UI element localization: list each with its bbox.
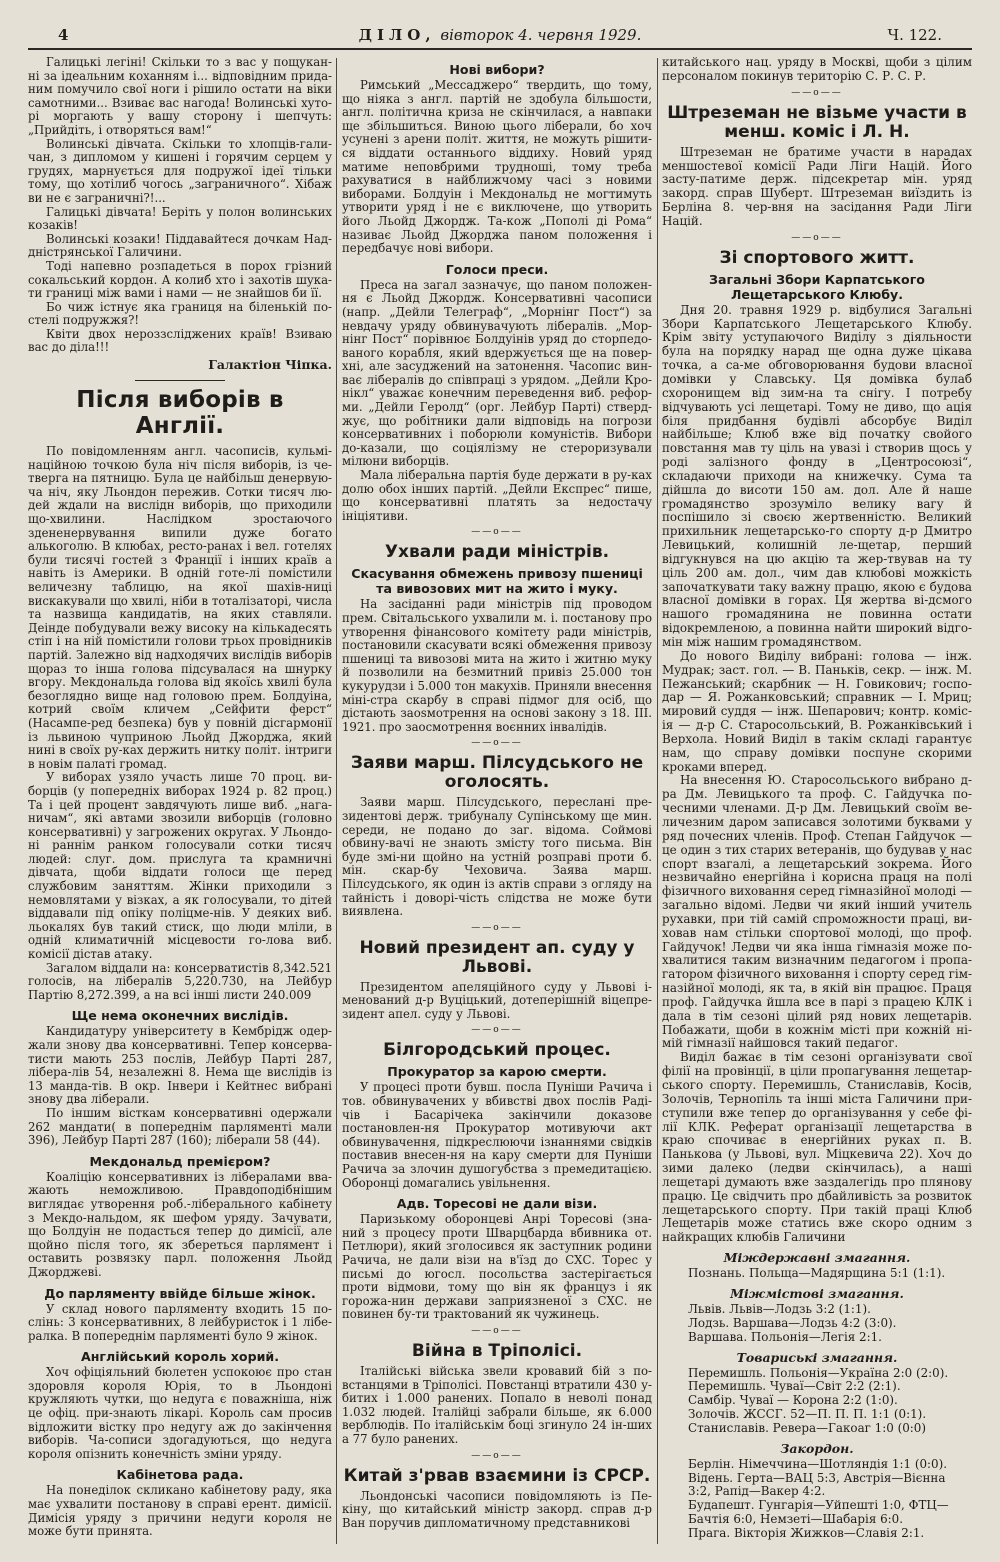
results-heading: Закордон.	[780, 1440, 854, 1456]
sport-results	[662, 1250, 972, 1541]
result-line: Станиславів. Ревера—Гакоаг 1:0 (0:0)	[688, 1420, 927, 1435]
paragraph: Заяви марш. Пілсудського, переслані пре-зидентові держ. трибуналу Супінському ще мин. середи, не подано до заг. відома. Соймові обвину-вачі не знають змісту того письма. Він буде змі-ни щойно на устній розправі проти б. мін. скар-бу Чеховича. Заява марш. Пілсудського, як один із актів справи з огляду на тайність і доворі-чість слідства не може бути виявлена.	[342, 795, 652, 919]
result-line: Прага. Вікторія Жижков—Славія 2:1.	[688, 1525, 925, 1540]
paragraph: Тоді напевно розпадеться в порох грізний сокальський кордон. А колиб хто і захотів шука-ти границі між вами і нами — не знайшов би її.	[28, 258, 332, 301]
headline: Війна в Тріполісі.	[411, 1340, 583, 1361]
separator-ornament: ——o——	[791, 232, 843, 243]
subheading: Англійський король хорий.	[80, 1349, 280, 1365]
paragraph: У склад нового парляменту входить 15 по-слінь: 3 консервативних, 8 лейбуристок і 1 лібе-ралка. В попереднім парляменті було 9 жінок.	[28, 1301, 332, 1343]
column-1	[28, 56, 332, 1546]
subheading: Нові вибори?	[449, 62, 545, 77]
column-3	[662, 56, 972, 1546]
article-body	[28, 1171, 332, 1280]
subheading: Загальні Збори Карпатського Лещетарського Клюбу.	[709, 271, 925, 302]
issue-number: Ч. 122.	[887, 26, 942, 44]
separator-ornament: ——o——	[471, 738, 523, 749]
newspaper-title: ДІЛО,	[358, 26, 436, 44]
paragraph: Римський „Мессаджеро“ твердить, що тому, що ніяка з англ. партій не здобула більшости, англ. політична криза не скінчилася, а навпаки ще збільшиться. Виною цього ліберали, бо хоч усунені з арени політ. життя, не можуть рішити-ся віддати останнього віддиху. Новий уряд матиме неповбрими трудноші, тому треба рахуватися в найближчому часі з новими виборами. Болдуін і Мекдональд не могтимуть утворити уряд і не є виключене, що утворить його Льойд Джордж. Та-кож „Пополі ді Рома“ називає Льойд Джорджа паном положення і передбачує нові вибори.	[342, 78, 652, 256]
subheading: Голоси преси.	[445, 261, 549, 277]
paragraph: китайського нац. уряду в Москві, щоби з цілим персоналом покинув територію С. Р. С. Р.	[662, 56, 972, 83]
paragraph: На понеділок скликано кабінетову раду, яка має ухвалити постанову в справі ерент. димісії. Димісія уряду з причини недуги короля не може бути принята.	[28, 1483, 332, 1539]
paragraph: Мала ліберальна партія буде держати в ру-ках долю обох інших партій. „Дейли Експрес“ пише, що консервативні платять за недостачу ініціятиви.	[342, 468, 652, 523]
subheading: Скасування обмежень привозу пшениці та вивозових мит на жито і муку.	[351, 566, 643, 597]
headline: Ухвали ради міністрів.	[384, 542, 610, 563]
headline: Новий президент ап. суду у Львові.	[359, 937, 635, 977]
result-line: Самбір. Чуваї — Корона 2:2 (1:0).	[688, 1393, 898, 1408]
paragraph: Хоч офіціяльний бюлетен успокоює про стан здоровля короля Юрія, то в Льондоні кружляють чутки, що недуга є поважніша, ніж це офіц. при-знають лікарі. Король сам просив відложити вістку про недугу аж до закінчення виборів. Ча-сописи здогадуються, що недуга короля опізнить конечність зміни уряду.	[28, 1365, 332, 1461]
issue-date: вівторок 4. червня 1929.	[440, 26, 642, 44]
result-line: Перемишль. Чуваї—Світ 2:2 (2:1).	[688, 1379, 901, 1394]
separator-ornament: ——o——	[471, 1025, 523, 1036]
headline: Білгородський процес.	[383, 1040, 611, 1061]
result-line: Відень. Герта—ВАЦ 5:3, Австрія—Вієнна 3:2, Рапід—Вакер 4:2.	[688, 1470, 946, 1499]
paragraph: Льондонські часописи повідомляють із Пе-кіну, що китайський міністр закорд. справ д-р Ван поручив дипломатичному представникові	[342, 1488, 652, 1530]
column-rule	[657, 58, 658, 1544]
paragraph: Волинські козаки! Піддавайтеся дочкам Над-дністрянської Галичини.	[28, 231, 332, 260]
paragraph: На засіданні ради міністрів під проводом прем. Світальського ухвалили м. і. постанову про утворення фінансового комітету ради міністрів, постановили скасувати всякі обмеження привозу пшениці та вивозові мита на жито і житню муку й позволили на безмитний привіз 25.000 тон кукурудзи і 5.000 тон макухів. Приняли внесення міні-стра скарбу в справі підмог для осіб, що дістають зaosмотрення на основі закону з 18. ІІІ. 1921. про заосмотрення воєнних інвалідів.	[342, 597, 652, 734]
separator-ornament: ——o——	[471, 1450, 523, 1461]
result-line: Будапешт. Гунгарія—Уйпешті 1:0, ФТЦ—Бачтія 6:0, Немзеті—Шабарія 6:0.	[688, 1498, 949, 1527]
masthead-center	[28, 26, 972, 44]
subheading: Ще нема оконечних вислідів.	[71, 1008, 289, 1024]
paragraph: Галицькі дівчата! Беріть у полон волинських козаків!	[28, 204, 332, 233]
article-body	[342, 79, 652, 256]
results-heading: Міждержавні змагання.	[723, 1250, 911, 1266]
paragraph: Галицькі легіні! Скільки то з вас у пощукан-ні за ідеальним коханням і... відповідним прида-ним помучило свої ноги і рішило остати на віки самотними... Взиває вас нагода! Волинські хуто-рі моргають у вашу сторону і шепчуть: „Прийдіть, і отворяться вам!“	[28, 56, 332, 137]
paragraph: Коаліцію консервативних із лібералами вва-жають неможливою. Правдоподібнішим виглядає утворення роб.-ліберального кабінету з Мекдо-нальдом, як шефом уряду. Зачувати, що Болдуін не подасться тепер до димісії, але щойно після того, як збереться парлямент і оставить розвязку парл. положення Льойд Джорджеві.	[28, 1169, 332, 1279]
paragraph: У виборах узяло участь лише 70 проц. ви-борців (у попередніх виборах 1924 р. 82 проц.) Та і цей процент завдячують лише виб. „нага-ничам“, які автами звозили виборців (головно консервативні) у загрожених округах. У Льондо-ні раннім ранком голосували сотки тисяч людей: слуг. дом. прислуга та крамничні дівчата, щоби віддати голоси ще перед службовим заняттям. Жінки приходили з немовлятами у візках, а як голосували, то дітей віддавали під опіку поліцме-нів. У деяких виб. льокалях був такий стиск, що люди мліли, в одній климатичній місцевости го-лова виб. комісії дістав атаку.	[28, 770, 332, 962]
paragraph: По іншим вісткам консервативні одержали 262 мандати( в попереднім парляменті мали 396), Лейбур Парті 287 (160); ліберали 58 (44).	[28, 1105, 332, 1148]
paragraph: Кандидатуру університету в Кембрідж одер-жали знову два консервативні. Тепер консерва-тисти мають 253 послів, Лейбур Парті 287, лібера-лів 54, незалежні 8. Нема ще вислідів із 13 манда-тів. В окр. Інвери і Кейтнес вибрані знову два ліберали.	[28, 1024, 332, 1107]
paragraph: Бо чиж істнує яка границя на біленькій по-стелі подружжя?!	[28, 299, 332, 328]
subheading: До парляменту ввійде більше жінок.	[44, 1285, 316, 1301]
paragraph: Президентом апеляційного суду у Львові і-менований д-р Вуціцький, дотеперішній віцепре-зидент апел. суду у Львові.	[342, 979, 652, 1021]
article-body	[342, 1490, 652, 1531]
headline: Зі спортового житт.	[719, 247, 915, 268]
article-body	[342, 981, 652, 1022]
paragraph: У процесі проти бувш. посла Пуніши Рачича і тов. обвинувачених у вбивстві двох послів Раді-чів і Басарічека закінчили доказове постановлен-ня Прокуратор мотивуючи акт обвинувачення, підкреслюючи ізнаннями свідків поставив внесен-ня на кару смерти для Пуніши Рачича за злочин душогубства з премедитацією. Оборонці домагались увільнення.	[342, 1080, 652, 1190]
results-heading: Товариські змагання.	[736, 1349, 898, 1365]
paragraph: Волинські дівчата. Скільки то хлопців-гали-чан, з дипломом у кишені і горячим серцем у грудях, марнується для подружої ідеї тільки тому, що хотілиб чогось „заграничного“. Хібаж ви не є заграничні?!...	[28, 136, 332, 205]
separator-ornament: ——o——	[471, 922, 523, 933]
paragraph: На внесення Ю. Старосольського вибрано д-ра Дм. Левицького та проф. С. Гайдучка по-чесними членами. Д-р Дм. Левицький своїм ве-личезним даром записався золотими буквами у ряд почесних членів. Проф. Степан Гайдучок — це один з тих старих ветеранів, що будував у нас спорт взагалі, а лещетарський зокрема. Його незвичайно енергійна і корисна праця на полі фізичного виховання серед гімназійної молоді — загально відомі. Ледви чи який інший учитель рухавки, при тій самій спроможности праці, ви-ховав нам стільки спортової молоді, що проф. Гайдучок! Ледви чи яка інша гімназія може по-хвалитися таким визначним педагогом і пропа-гатором фізичного виховання і спорту серед гім-назійної молоді, як та, в якій він працює. Праця проф. Гайдучка йшла все в парі з працею КЛК і дала в тім сезоні цілий ряд нових лещетарів. Побажати, щоби в кожнім місті при кожній ні-мій гімназії найшовся такий педагог.	[662, 773, 972, 1051]
paragraph: Преса на загал зазначує, що паном положен-ня є Льойд Джордж. Консервативні часописи (напр. „Дейли Телеграф“, „Морнінг Пост“) за невдачу уряду обвинувачують лібералів. „Мор-нінг Пост“ порівнює Болдуінів уряд до сторпедо-ваного корабля, який вдержується ще на повер-хні, але засуджений на затонення. Часопис вин-ває лібералів до співпраці з урядом. „Дейли Кро-нікл“ уважає конечним переведення виб. рефор-ми. „Дейли Геролд“ (орг. Лейбур Парті) стверд-жує, що робітники дали відповідь на погрози консервативних і поборюли комуністів. Вибори до-казали, що соціялізму не стероризували мілюни виборців.	[342, 277, 652, 469]
article-body	[28, 1484, 332, 1538]
article-body	[342, 796, 652, 918]
paragraph: До нового Виділу вибрані: голова — інж. Мудрак; заст. гол. — В. Паньків, секр. — інж. М. Пежанський; скарбник — Н. Говикович; госпо-дар — Я. Рожанковський; справник — І. Мриц; мировий суддя — інж. Шепарович; контр. коміс-ія — д-р С. Старосольський, В. Рожанківський і Верхола. Новий Виділ в такім складі гарантує нам, що справу домівки поспуне скорими кроками вперед.	[662, 648, 972, 774]
article-body	[28, 1303, 332, 1344]
author-signature: Галактіон Чіпка.	[208, 357, 332, 373]
paragraph: Загалом віддали на: консерватистів 8,342.521 голосів, на лібералів 5,220.730, на Лейбур Партію 8,272.399, а на всі інші листи 240.009	[28, 960, 332, 1002]
results-heading: Міжмістові змагання.	[730, 1285, 904, 1301]
subheading: Мекдональд премієром?	[89, 1153, 271, 1169]
article-body	[342, 598, 652, 734]
column-rule	[336, 58, 337, 1544]
separator-ornament: ——o——	[791, 87, 843, 98]
article-body	[28, 1025, 332, 1147]
headline: Штреземан не візьме участи в менш. коміс і Л. Н.	[667, 102, 967, 142]
result-line: Лодзь. Варшава—Лодзь 4:2 (3:0).	[688, 1315, 897, 1330]
article-continuation	[662, 56, 972, 84]
headline: Заяви марш. Пілсудського не оголосять.	[350, 753, 644, 793]
separator-ornament: ——o——	[471, 1325, 523, 1336]
headline: Після виборів в Англії.	[76, 387, 284, 440]
result-line: Львів. Львів—Лодзь 3:2 (1:1).	[688, 1301, 871, 1316]
paragraph: Паризькому оборонцеві Анрі Торесові (зна-ний з процесу проти Шварцбарда вбивника от. Петлюри), який зголосився як заступник родини Рачича, не дали візи на в'їзд до СХС. Торес у письмі до югосл. посольства застерігається проти відмови, тому що він як француз і як горожа-нин держави заприязненої з СХС. не повинен бу-ти трактований як чужинець.	[342, 1212, 652, 1322]
article-body	[662, 146, 972, 229]
paragraph: Виділ бажає в тім сезоні організувати свої філії на провінції, в ціли пропагування лещетар-ського спорту. Перемишль, Станиславів, Косів, Золочів, Тернопіль та інші міста Галичини при-ступили вже тепер до організування у себе фі-лії КЛК. Реферат організації лещетарства в краю спочиває в енергійних руках п. В. Панькова (у Львові, вул. Міцкевича 22). Хоч до зими далеко (ледви скінчилась), а наші лещетарі думають вже заздалегідь про плянову працю. Це свідчить про дбайливість за розвиток лещетарського спорту. При такій праці Клюб Лещетарів може статись вже скоро одним з найкращих клюбів Галичини	[662, 1050, 972, 1245]
separator-line	[135, 380, 225, 381]
result-line: Берлін. Німеччина—Шотляндія 1:1 (0:0).	[688, 1456, 948, 1471]
headline: Китай з'рвав взаємини із СРСР.	[343, 1465, 651, 1486]
article-body	[28, 445, 332, 1002]
article-body	[342, 279, 652, 524]
article-body	[662, 304, 972, 1245]
result-line: Золочів. ЖССГ. 52—П. П. П. 1:1 (0:1).	[688, 1407, 927, 1422]
intro-article	[28, 56, 332, 355]
subheading: Прокуратор за карою смерти.	[387, 1064, 607, 1080]
subheading: Кабінетова рада.	[116, 1467, 244, 1483]
masthead	[28, 24, 972, 50]
result-line: Перемишль. Польонія—Україна 2:0 (2:0).	[688, 1365, 949, 1380]
result-line: Познань. Польща—Мадярщина 5:1 (1:1).	[688, 1266, 946, 1281]
separator-ornament: ——o——	[471, 527, 523, 538]
article-body	[342, 1213, 652, 1322]
page-number: 4	[58, 26, 69, 44]
article-body	[342, 1081, 652, 1190]
paragraph: Квіти двох нероззсліджених країв! Взиваю вас до діла!!!	[28, 326, 332, 355]
article-body	[342, 1365, 652, 1447]
result-line: Варшава. Польонія—Легія 2:1.	[688, 1329, 882, 1344]
subheading: Адв. Торесові не дали візи.	[396, 1196, 598, 1212]
paragraph: Штреземан не братиме участи в нарадах меншостевої комісії Ради Ліги Націй. Його засту-патиме держ. підсекретар мін. уряд закорд. справ Шуберт. Штреземан виїздить із Берліна 8. чер-вня на засідання Ради Ліги Націй.	[662, 144, 972, 228]
column-2	[342, 56, 652, 1546]
paragraph: По повідомленням англ. часописів, кульмі-наційною точкою була ніч після виборів, із че-тверга на пятницю. Була це найбільш денервую-ча ніч, яку Льондон пережив. Сотки тисяч лю-дей ждали на вислідн виборів, що приходили що-хвилини. Наслідком зростаючого здененервування випили дуже богато алькоголю. В клюбах, ресто-ранах і вел. готелях були тисячі гостей з Франції і інших країв а навіть із Америки. В одній готе-лі помістили величезну таблицю, на якої шахів-ниці вискакували що хвилі, ніби в тоталізаторі, числа та назвища кандидатів, на яких ставляли. Деінде побудували вежу високу на кількадесять стіп і на ній помістили голови трьох провідників партій. Залежно від надходячих вислідів виборів щораз то інша голова підсувалася на шнурку вгору. Мекдональда голова від якоїсь хвилі була безогляднo вище над головою прем. Болдуіна, котрий своїм кличем „Сейфити ферст“ (Насампе-ред безпека) був у повній дісгармонії із львиною чуприною Льойд Джорджа, який нині в своїх ру-ках держить нитку політ. інтриги в новім палаті громад.	[28, 444, 332, 771]
paragraph: Дня 20. травня 1929 р. відбулися Загальні Збори Карпатського Лещетарського Клюбу. Крім звіту уступаючого Виділу з діяльности була на порядку нарад ще одна дуже цікава точка, а са-ме обговорювання будови власної домівки у Славську. Ця домівка булаб схоронищем від зим-на та снігу. І потребу відчувають усі лещетарі. Тому не диво, що ація біля придбання будівлі абсорбує Виділ найбільше; Клюб вже від початку свойого повстання мав ту ціль на увазі і створив щось у роді залізного фонду в „Центросоюзі“, складаючи приходи на книжечку. Сума та дійшла до висоти 150 ам. дол. Але й наше громадянство зрозуміло велику вагу й поспішило зі своєю жертвенністю. Великий прихильник лещетарсько-го спорту д-р Дмитро Левицький, колишній ле-щетар, перший відгукнувся на цю акцію та жер-твував на ту ціль 200 ам. дол., чим дав клюбові можкість започаткувати таку важну працю, якою є будова власної домівки в горах. Ця жертва ві-дсмого нашого громадянина не повинна остати відокремленою, а повинна найти широкий відго-мін між нашим громадянством.	[662, 302, 972, 649]
article-body	[28, 1366, 332, 1461]
paragraph: Італійські війська звели кровавий бій з по-встанцями в Тріполісі. Повстанці втратили 430 у-битих і 1.000 ранених. Попало в неволі понад 1.032 людей. Італійці забрали більше, як 6.000 верблюдів. По італійськім боці згинуло 24 ін-ших а 77 було ранених.	[342, 1363, 652, 1446]
